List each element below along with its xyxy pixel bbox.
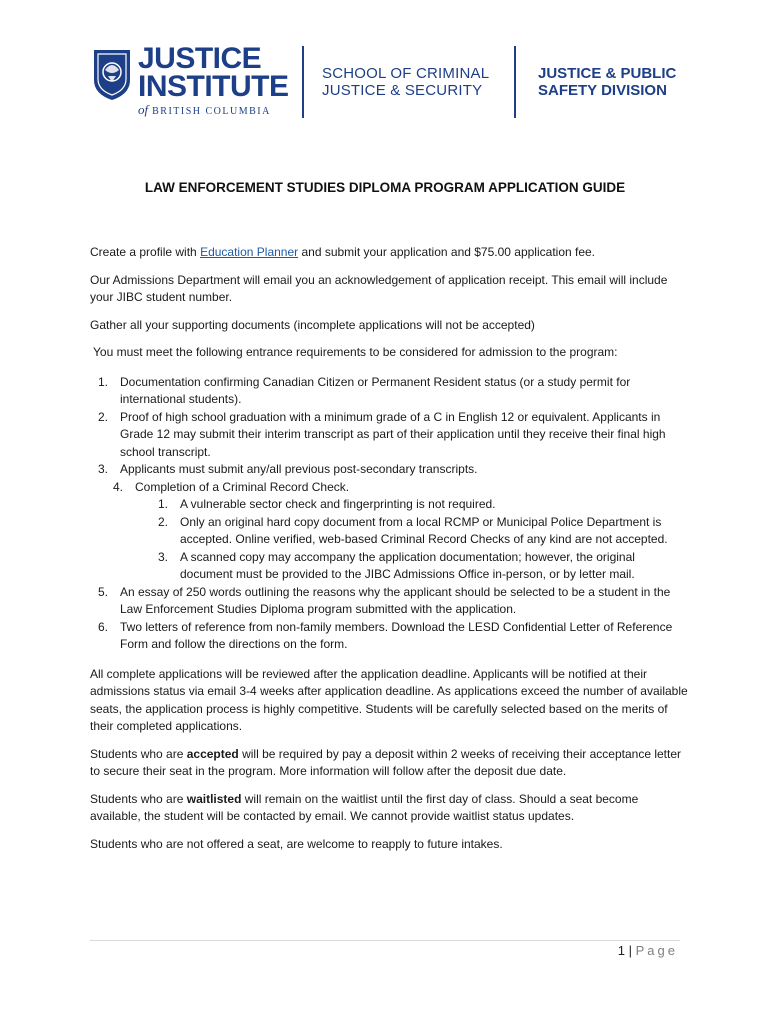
list-item [90, 374, 690, 409]
review-paragraph: All complete applications will be reviewed after the application deadline. Applicants will be notified at their admissions status via email 3-4 weeks after application deadline. As applications exceed the number of available seats, the application process is highly competitive. Students will be carefully selected based on the merits of their completed applications. [90, 666, 688, 733]
footer-rule [90, 940, 680, 941]
list-number: 2. [98, 409, 109, 424]
sub-list-item [90, 514, 690, 549]
accepted-emphasis: accepted [186, 746, 239, 761]
header-divider [302, 46, 304, 118]
list-number: 4. [113, 479, 124, 494]
list-text: Documentation confirming Canadian Citizen or Permanent Resident status (or a study permit for international students). [120, 374, 631, 406]
logo-wordmark-justice: JUSTICE [138, 42, 262, 75]
school-name [322, 65, 489, 99]
list-number: 3. [98, 462, 109, 476]
list-item [90, 619, 690, 654]
sub-list-item [90, 496, 690, 514]
list-text: Applicants must submit any/all previous post-secondary transcripts. [120, 462, 478, 476]
intro-text: and submit your application and $75.00 application fee. [298, 245, 596, 259]
intro-text: Create a profile with [90, 245, 201, 259]
education-planner-link[interactable]: Education Planner [200, 245, 299, 259]
list-number: 3. [158, 549, 169, 564]
page-number: 1 [617, 943, 625, 958]
logo-wordmark-bc [138, 104, 271, 118]
waitlisted-emphasis: waitlisted [186, 791, 242, 806]
requirements-intro: You must meet the following entrance requirements to be considered for admission to the program: [93, 345, 618, 359]
waitlisted-paragraph [90, 791, 690, 826]
header-divider [514, 46, 516, 118]
jibc-shield-logo-icon [91, 46, 133, 102]
list-number: 6. [98, 619, 109, 634]
document-header [0, 0, 770, 130]
accepted-paragraph [90, 746, 690, 781]
list-text: Proof of high school graduation with a minimum grade of a C in English 12 or equivalent. Applicants in Grade 12 may submit their interim transcript as part of their application until they receive their final high school transcript. [120, 409, 666, 459]
page-separator: | [628, 943, 632, 958]
list-text: A scanned copy may accompany the application documentation; however, the original document must be provided to the JIBC Admissions Office in-person, or by letter mail. [180, 549, 635, 581]
logo-wordmark-institute: INSTITUTE [138, 70, 289, 103]
list-number: 5. [98, 584, 109, 599]
logo-of: of [138, 102, 149, 117]
list-text: An essay of 250 words outlining the reasons why the applicant should be selected to be a student in the Law Enforcement Studies Diploma program submitted with the application. [120, 584, 671, 616]
list-text: Only an original hard copy document from a local RCMP or Municipal Police Department is accepted. Online verified, web-based Criminal Record Checks of any kind are not accepted. [180, 514, 668, 546]
page-label: Page [635, 943, 678, 958]
division-name-line1: JUSTICE & PUBLIC [538, 65, 677, 82]
school-name-line1: SCHOOL OF CRIMINAL [322, 65, 490, 82]
requirements-list [90, 374, 690, 654]
intro-paragraph-2: Our Admissions Department will email you an acknowledgement of application receipt. This email will include your JIBC student number. [90, 272, 668, 304]
logo-british-columbia: BRITISH COLUMBIA [152, 106, 271, 117]
list-text: A vulnerable sector check and fingerprinting is not required. [180, 497, 496, 511]
list-item [90, 479, 690, 497]
list-number: 1. [158, 497, 169, 511]
school-name-line2: JUSTICE & SECURITY [322, 82, 483, 99]
list-number: 1. [98, 374, 109, 389]
intro-paragraph-1 [90, 244, 690, 262]
list-item [90, 461, 690, 479]
page-footer [618, 943, 678, 958]
division-name [538, 65, 676, 99]
sub-list-item [90, 549, 690, 584]
list-item [90, 584, 690, 619]
list-text: Two letters of reference from non-family members. Download the LESD Confidential Letter of Reference Form and follow the directions on the form. [120, 619, 673, 651]
division-name-line2: SAFETY DIVISION [538, 82, 667, 99]
list-text: Completion of a Criminal Record Check. [135, 479, 350, 494]
document-title: LAW ENFORCEMENT STUDIES DIPLOMA PROGRAM APPLICATION GUIDE [144, 180, 626, 195]
intro-paragraph-3: Gather all your supporting documents (incomplete applications will not be accepted) [90, 317, 535, 332]
paragraph-text: will be required by pay a deposit within 2 weeks of receiving their acceptance letter to secure their seat in the program. More information will follow after the deposit due date. [90, 746, 682, 778]
list-item [90, 409, 690, 462]
not-offered-paragraph: Students who are not offered a seat, are welcome to reapply to future intakes. [90, 836, 503, 851]
paragraph-text: will remain on the waitlist until the first day of class. Should a seat become available, the student will be contacted by email. We cannot provide waitlist status updates. [90, 791, 639, 823]
paragraph-text: Students who are [90, 746, 187, 761]
paragraph-text: Students who are [90, 791, 187, 806]
list-number: 2. [158, 514, 169, 529]
document-body [90, 244, 690, 863]
